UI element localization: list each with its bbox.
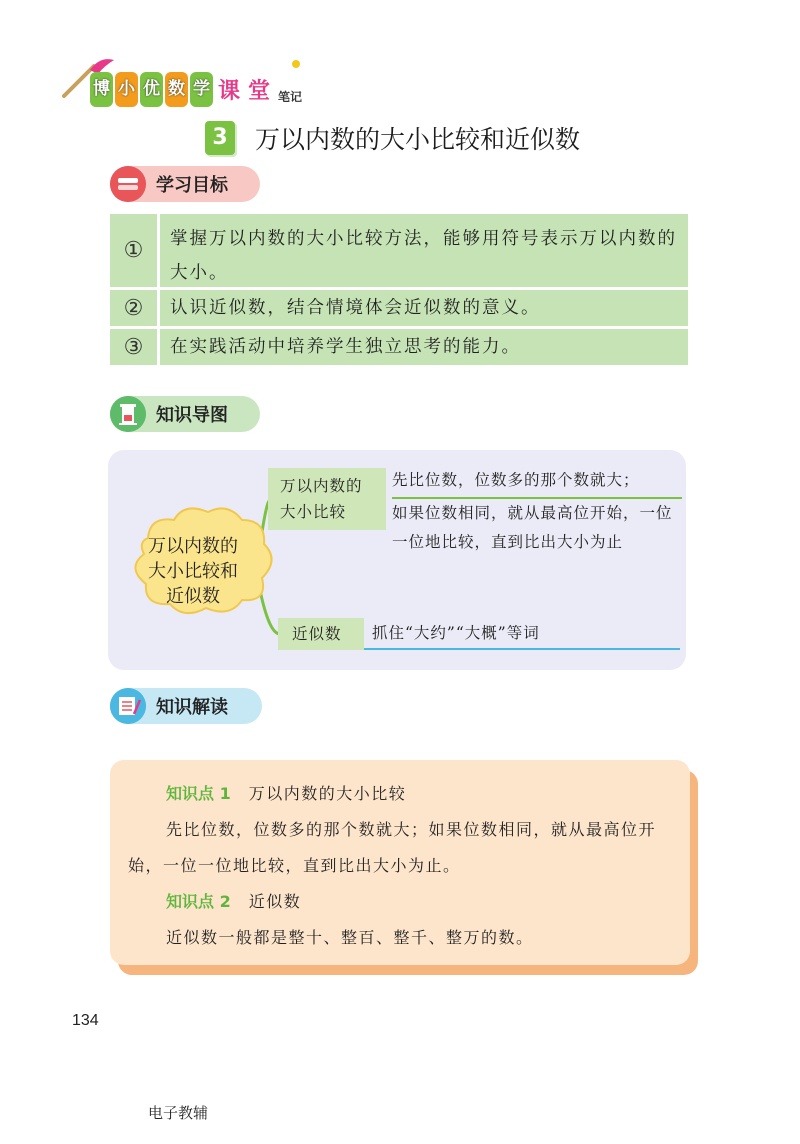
logo-char: 博 — [90, 72, 113, 107]
goal-number: ③ — [110, 329, 160, 365]
goal-text: 认识近似数，结合情境体会近似数的意义。 — [170, 298, 541, 318]
notepad-icon — [110, 688, 146, 724]
section-header-map — [110, 396, 260, 432]
goal-number: ② — [110, 290, 160, 326]
leaf-approx: 抓住“大约”“大概”等词 — [364, 618, 680, 650]
section-header-goals — [110, 166, 260, 202]
branch-line: 万以内数的 — [280, 477, 363, 495]
goal-number: ① — [110, 214, 160, 287]
knowledge-point-2-body: 近似数一般都是整十、整百、整千、整万的数。 — [166, 928, 534, 947]
goals-list — [110, 214, 688, 368]
section-title: 学习目标 — [156, 175, 228, 196]
branch-line: 大小比较 — [280, 503, 347, 521]
logo-char: 小 — [115, 72, 138, 107]
goal-item — [110, 329, 688, 365]
footer-text: 电子教辅 — [148, 1104, 209, 1122]
section-title: 知识解读 — [156, 697, 228, 718]
center-node — [118, 534, 268, 609]
goal-item — [110, 214, 688, 287]
center-line: 近似数 — [166, 586, 220, 607]
leaf-comparison — [392, 466, 682, 557]
goal-text: 在实践活动中培养学生独立思考的能力。 — [170, 337, 521, 357]
logo-char: 优 — [140, 72, 163, 107]
kp-title: 万以内数的大小比较 — [248, 784, 407, 803]
logo-char: 笔记 — [278, 90, 303, 104]
flask-icon — [110, 396, 146, 432]
leaf-line: 先比位数，位数多的那个数就大； — [392, 466, 682, 499]
lesson-title — [205, 120, 580, 156]
center-line: 大小比较和 — [148, 561, 238, 582]
center-line: 万以内数的 — [148, 536, 238, 557]
logo-char: 学 — [190, 72, 213, 107]
leaf-line: 如果位数相同，就从最高位开始，一位一位地比较，直到比出大小为止 — [392, 504, 673, 551]
lesson-number-badge: 3 — [205, 121, 235, 155]
lesson-title-text: 万以内数的大小比较和近似数 — [255, 125, 581, 154]
knowledge-point-2-heading — [128, 884, 670, 920]
goal-item — [110, 290, 688, 326]
book-icon — [110, 166, 146, 202]
branch-node-approx: 近似数 — [278, 618, 364, 650]
logo-char: 数 — [165, 72, 188, 107]
page-number: 134 — [72, 1012, 99, 1029]
logo-char: 堂 — [248, 79, 271, 104]
branch-node-comparison — [268, 468, 386, 530]
section-header-reading — [110, 688, 262, 724]
logo-wordmark — [90, 72, 305, 107]
logo-char: 课 — [218, 79, 241, 104]
knowledge-card — [110, 760, 690, 965]
section-title: 知识导图 — [156, 405, 228, 426]
knowledge-point-1-heading — [128, 776, 670, 812]
kp-label: 知识点 1 — [166, 784, 231, 803]
goal-text: 掌握万以内数的大小比较方法，能够用符号表示万以内数的大小。 — [170, 229, 677, 283]
mind-map — [108, 450, 686, 670]
kp-title: 近似数 — [248, 892, 302, 911]
knowledge-point-1-body: 先比位数，位数多的那个数就大；如果位数相同，就从最高位开始，一位一位地比较，直到比出大小为止。 — [128, 820, 657, 875]
kp-label: 知识点 2 — [166, 892, 231, 911]
